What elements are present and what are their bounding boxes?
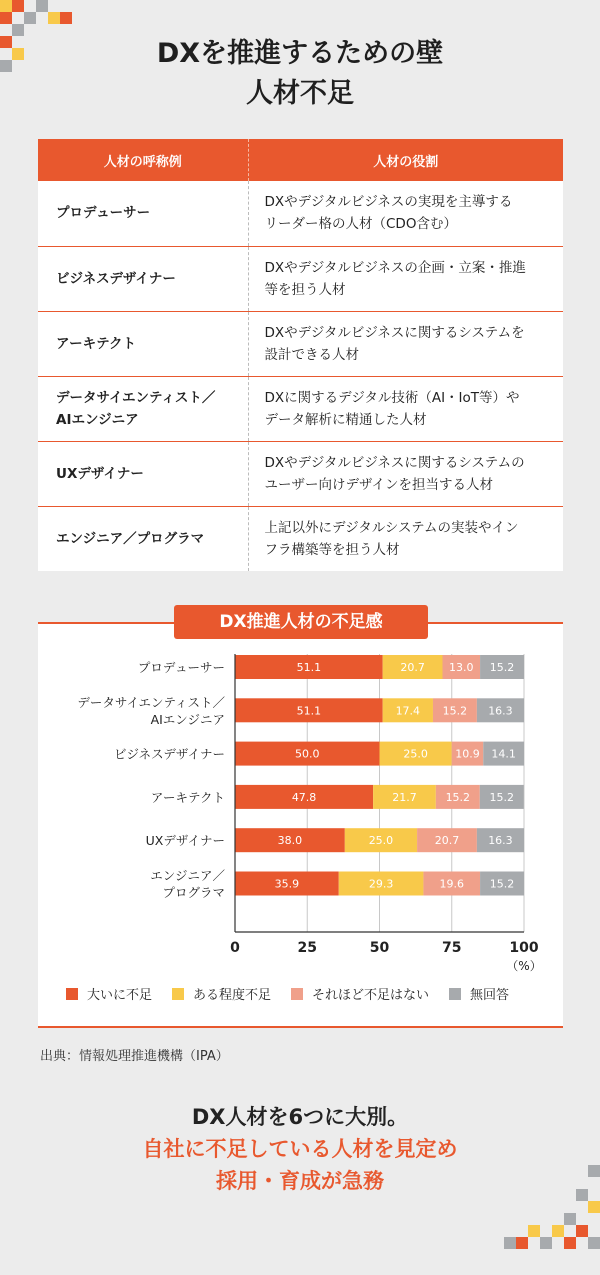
data-label: 51.1 — [296, 704, 322, 718]
data-label: 14.1 — [491, 747, 516, 761]
legend-item — [449, 984, 509, 1003]
role-name: ビジネスデザイナー — [38, 246, 248, 311]
header-role-description: 人材の役割 — [248, 139, 563, 181]
legend-swatch — [172, 988, 184, 1000]
category-label: UXデザイナー — [145, 833, 225, 849]
stacked-bar-chart — [38, 624, 563, 1024]
data-label: 15.2 — [489, 877, 515, 891]
data-label: 20.7 — [434, 834, 460, 848]
data-label: 15.2 — [442, 704, 468, 718]
page-title-line1: DXを推進するための壁 — [156, 38, 444, 69]
data-label: 25.0 — [403, 747, 428, 761]
category-label: ビジネスデザイナー — [113, 746, 225, 762]
legend-item — [172, 984, 271, 1003]
table-row — [38, 506, 563, 571]
x-tick-label: 75 — [442, 940, 462, 956]
role-description: DXやデジタルビジネスに関するシステムを 設計できる人材 — [248, 311, 563, 376]
data-label: 35.9 — [274, 877, 300, 891]
data-label: 16.3 — [488, 704, 513, 718]
data-label: 21.7 — [392, 790, 417, 804]
header-role-name: 人材の呼称例 — [38, 139, 248, 181]
table-row — [38, 246, 563, 311]
category-label: プロデューサー — [137, 660, 225, 675]
roles-table — [38, 139, 563, 571]
role-name: エンジニア／プログラマ — [38, 506, 248, 571]
page-title — [0, 34, 600, 114]
data-label: 17.4 — [395, 704, 421, 718]
x-tick-label: 0 — [230, 940, 240, 956]
category-label: プログラマ — [162, 885, 225, 900]
category-label: アーキテクト — [150, 789, 225, 805]
data-label: 13.0 — [449, 661, 474, 674]
legend-swatch — [449, 988, 461, 1000]
category-label: データサイエンティスト／ — [77, 694, 225, 710]
legend-label: 無回答 — [470, 988, 510, 1003]
table-row — [38, 181, 563, 246]
data-label: 15.2 — [445, 790, 471, 804]
table-row — [38, 376, 563, 441]
closing-message — [0, 1101, 600, 1197]
role-description: DXやデジタルビジネスに関するシステムの ユーザー向けデザインを担当する人材 — [248, 441, 563, 506]
data-label: 16.3 — [488, 834, 513, 848]
role-name: UXデザイナー — [38, 441, 248, 506]
x-tick-label: 50 — [369, 940, 390, 956]
data-label: 25.0 — [368, 834, 394, 848]
data-label: 15.2 — [489, 661, 515, 674]
category-label: AIエンジニア — [150, 711, 225, 727]
legend-label: それほど不足はない — [312, 988, 430, 1003]
x-unit-label: （%） — [506, 959, 542, 973]
legend-swatch — [291, 988, 303, 1000]
data-label: 19.6 — [439, 877, 464, 891]
data-label: 15.2 — [489, 790, 514, 804]
closing-line3: 採用・育成が急務 — [216, 1169, 384, 1193]
chart-title: DX推進人材の不足感 — [174, 605, 428, 639]
source-note: 出典：情報処理推進機構（IPA） — [40, 1049, 229, 1064]
role-description: DXに関するデジタル技術（AI・IoT等）や データ解析に精通した人材 — [248, 376, 563, 441]
data-label: 29.3 — [368, 877, 394, 891]
x-tick-label: 25 — [297, 940, 317, 956]
closing-line2: 自社に不足している人材を見定め — [142, 1137, 458, 1161]
data-label: 20.7 — [400, 661, 425, 674]
legend-swatch — [66, 988, 78, 1000]
role-description: DXやデジタルビジネスの実現を主導する リーダー格の人材（CDO含む） — [248, 181, 563, 246]
role-name: データサイエンティスト／ AIエンジニア — [38, 376, 248, 441]
data-label: 50.0 — [295, 747, 320, 761]
data-label: 38.0 — [277, 834, 303, 848]
role-description: 上記以外にデジタルシステムの実装やイン フラ構築等を担う人材 — [264, 519, 519, 558]
role-description: DXやデジタルビジネスの企画・立案・推進 等を担う人材 — [248, 246, 563, 311]
category-label: エンジニア／ — [150, 868, 225, 883]
legend-label: 大いに不足 — [87, 988, 153, 1003]
roles-table-header — [38, 139, 563, 181]
data-label: 10.9 — [455, 747, 480, 761]
data-label: 47.8 — [291, 790, 317, 804]
legend-item — [291, 984, 429, 1003]
closing-line1: DX人材を6つに大別。 — [191, 1105, 409, 1129]
legend-label: ある程度不足 — [193, 988, 272, 1003]
role-name: プロデューサー — [38, 181, 248, 246]
role-name: アーキテクト — [38, 311, 248, 376]
x-tick-label: 100 — [509, 940, 539, 956]
table-row — [38, 311, 563, 376]
data-label: 51.1 — [296, 661, 322, 674]
chart-legend — [66, 984, 529, 1003]
table-row — [38, 441, 563, 506]
page-title-line2: 人材不足 — [246, 78, 354, 109]
legend-item — [66, 984, 152, 1003]
